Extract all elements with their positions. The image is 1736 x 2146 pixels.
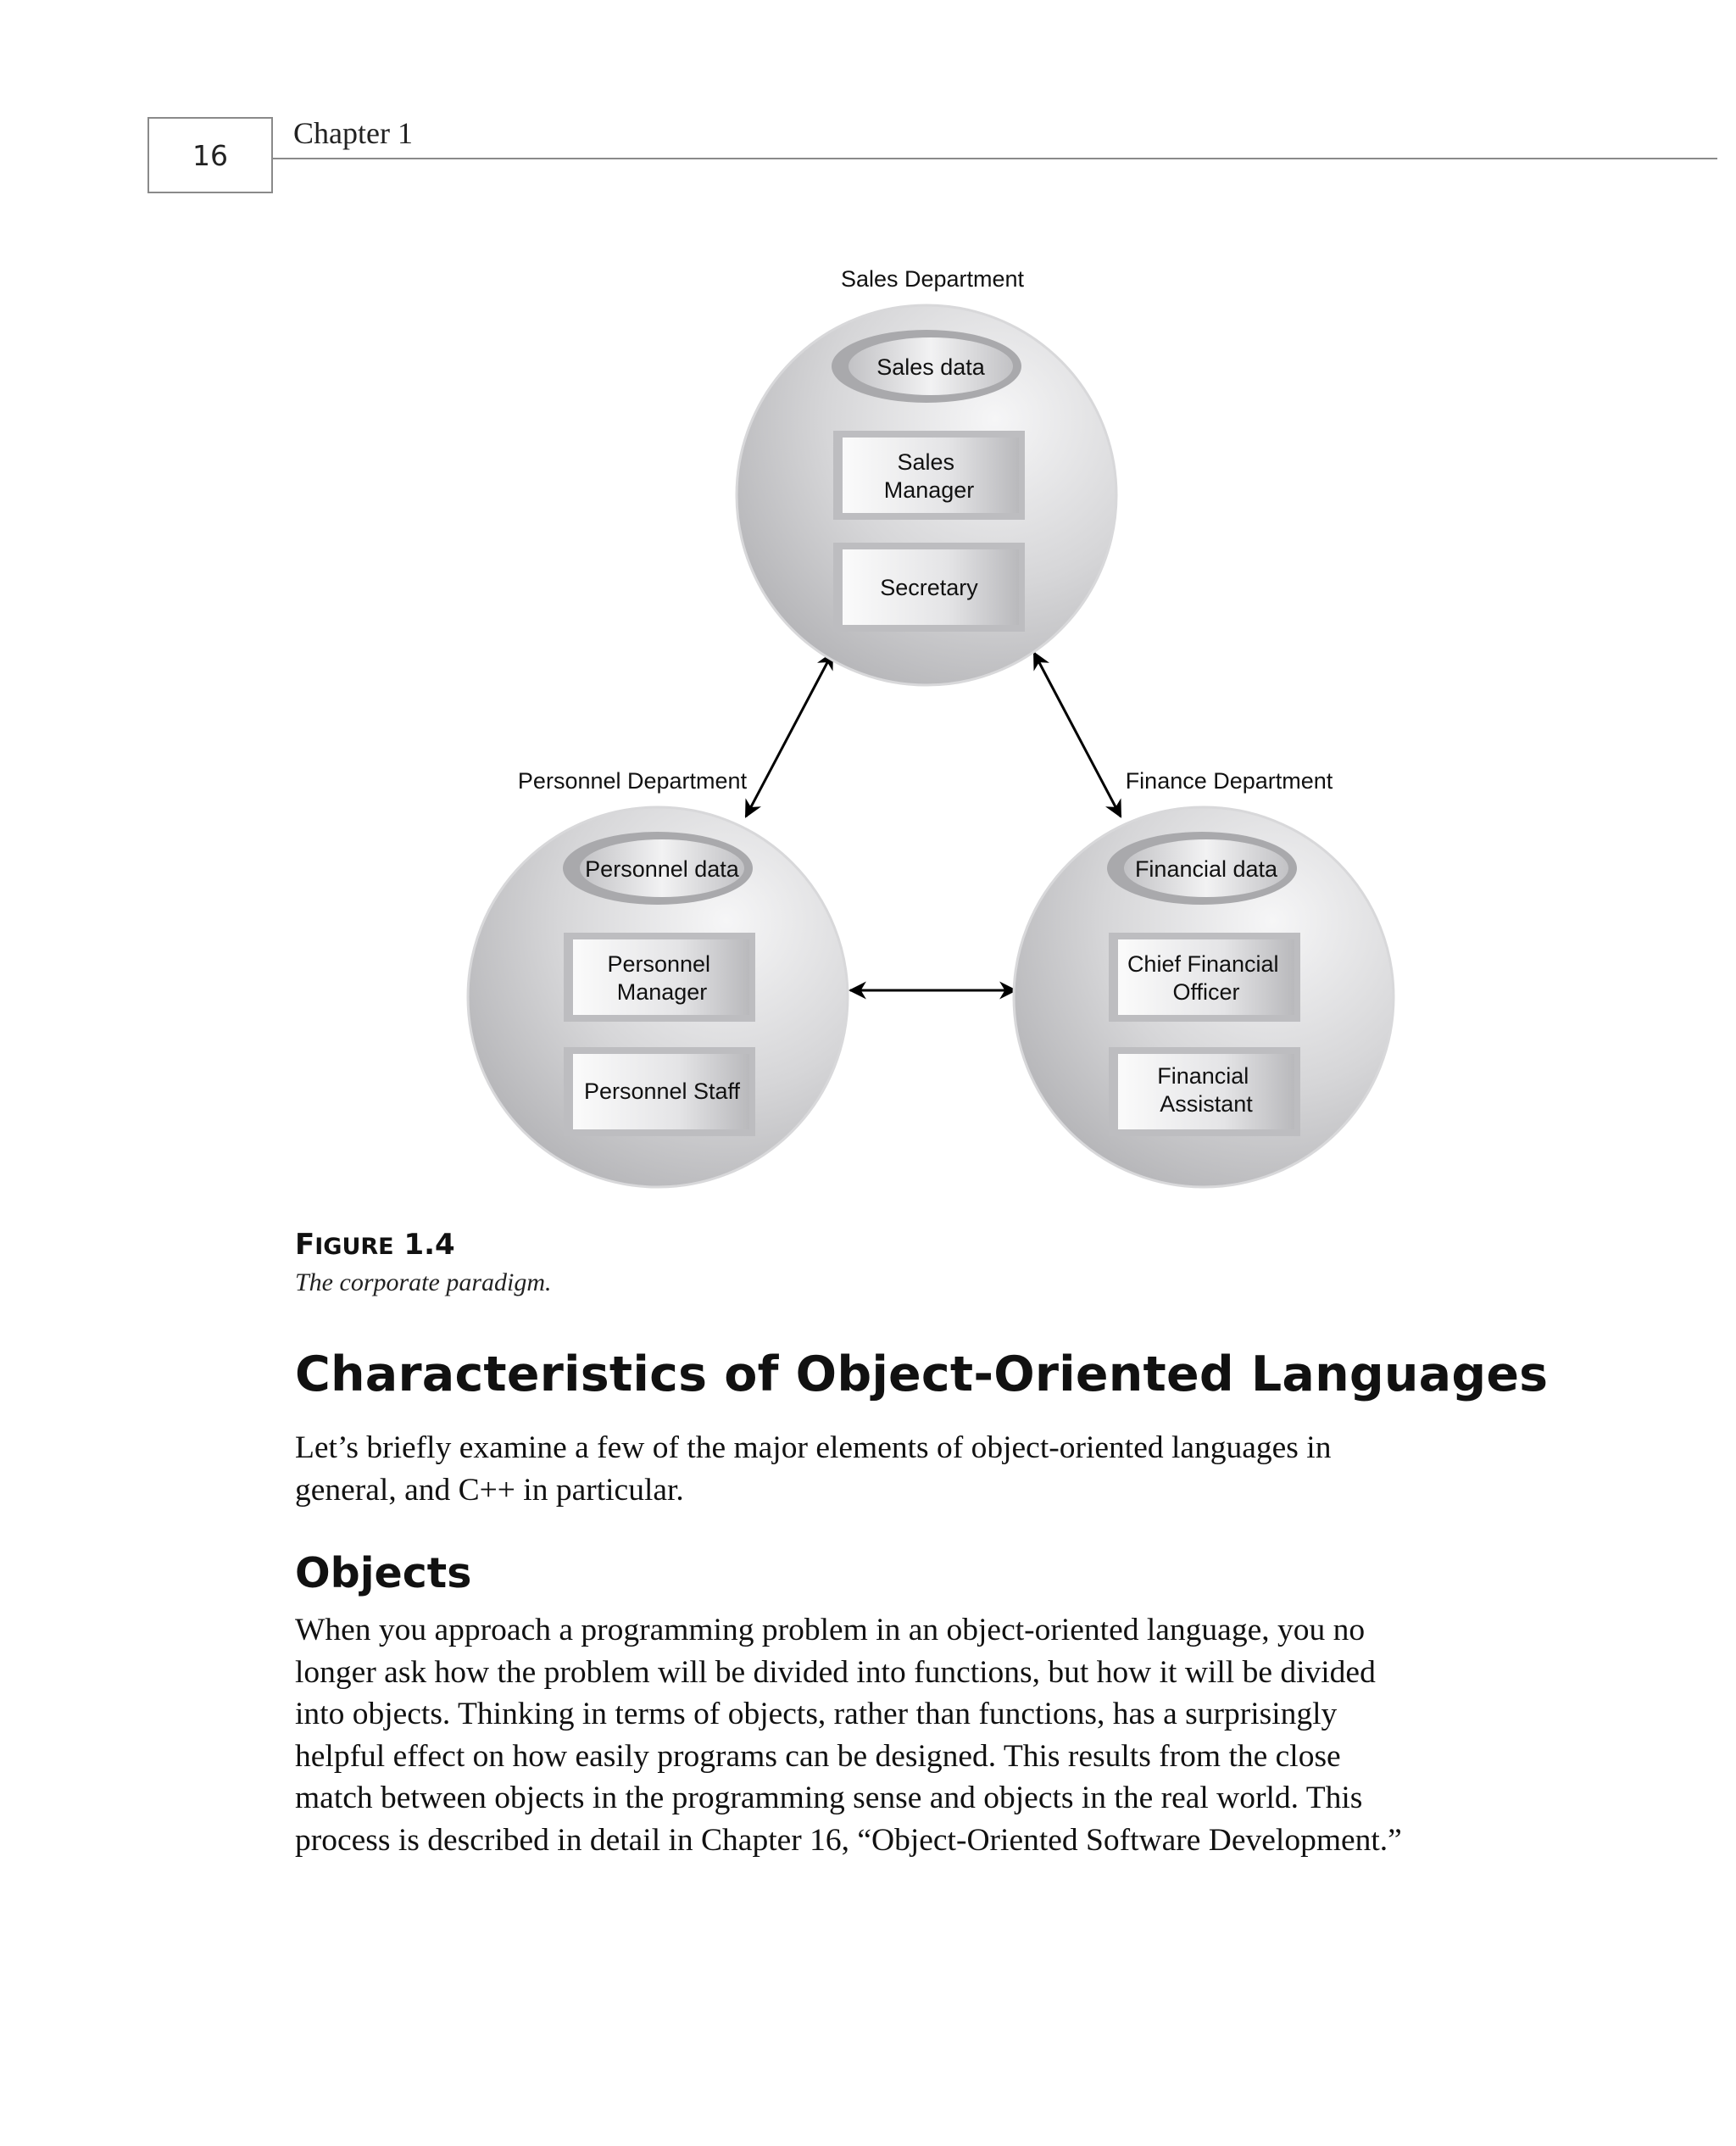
financial-assistant-role: Financial Assistant <box>1157 1063 1253 1117</box>
chief-financial-officer-role: Chief Financial Officer <box>1127 951 1279 1005</box>
figure-caption: The corporate paradigm. <box>295 1268 552 1296</box>
sales-department <box>737 266 1116 685</box>
secretary-role: Secretary <box>880 575 978 600</box>
personnel-department <box>468 768 848 1187</box>
personnel-department-title: Personnel Department <box>517 768 748 794</box>
objects-paragraph: When you approach a programming problem in an object-oriented language, you no longer ask how the problem will be divided into functions, but how it will be divided into objects. Thinking in terms of objects, rather than functions, has a surprisingly helpful effect on how easily programs can be designed. This results from the close match between objects in the programming sense and objects in the real world. This process is described in detail in Chapter 16, “Object-Oriented Software Development.” <box>295 1613 1402 1858</box>
sales-data-label: Sales data <box>876 354 985 380</box>
personnel-data-label: Personnel data <box>585 856 739 882</box>
personnel-manager-role: Personnel Manager <box>607 951 711 1005</box>
section-intro-paragraph: Let’s briefly examine a few of the major elements of object-oriented languages in general, and C++ in particular. <box>295 1430 1332 1508</box>
financial-data-label: Financial data <box>1134 856 1278 882</box>
finance-department-title: Finance Department <box>1125 768 1333 794</box>
figure-label: FIGURE 1.4 <box>295 1228 455 1262</box>
arrow-sales-personnel <box>746 653 832 817</box>
subsection-heading: Objects <box>295 1549 472 1597</box>
arrow-sales-finance <box>1034 653 1121 817</box>
running-head: Chapter 1 <box>293 116 413 150</box>
personnel-staff-role: Personnel Staff <box>583 1079 741 1104</box>
page-number: 16 <box>147 117 273 193</box>
section-heading: Characteristics of Object-Oriented Languages <box>295 1346 1549 1402</box>
sales-department-title: Sales Department <box>840 266 1025 292</box>
sales-manager-role: Sales Manager <box>883 449 975 503</box>
finance-department <box>1014 768 1394 1187</box>
